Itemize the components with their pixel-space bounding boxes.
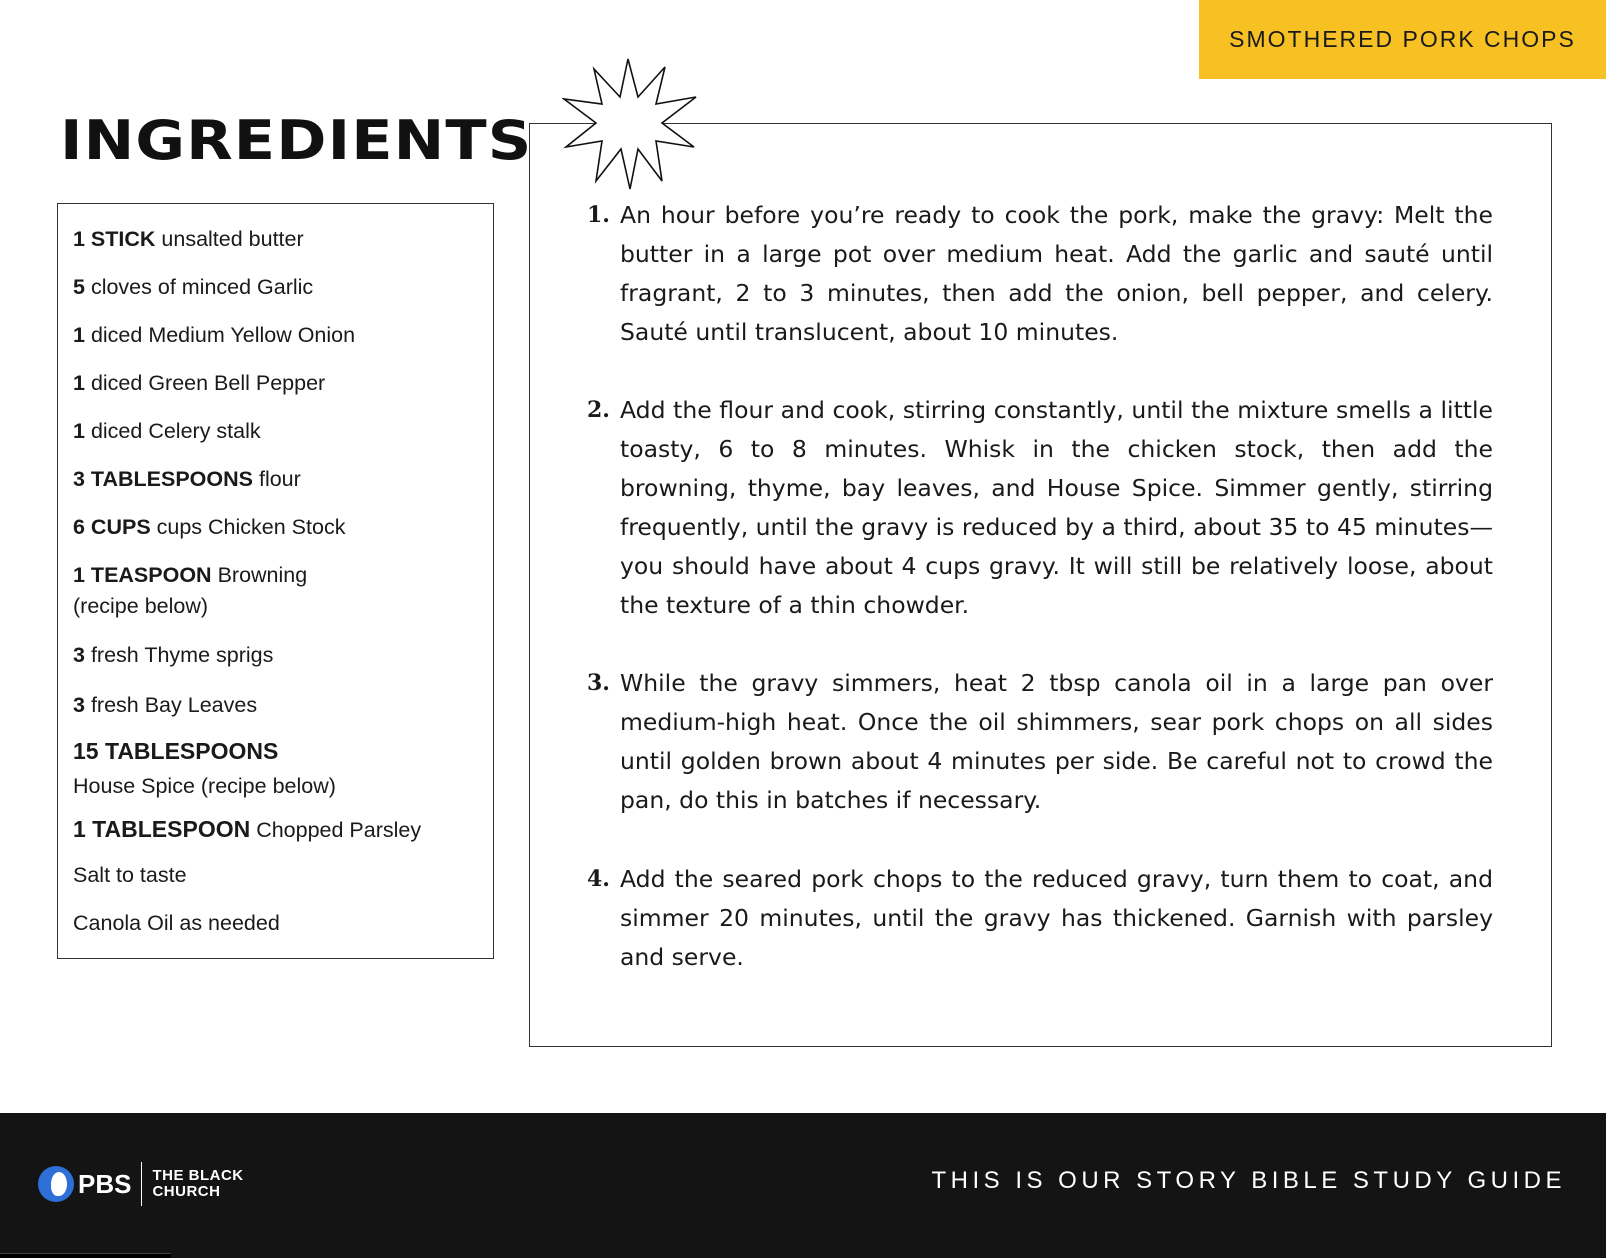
ingredient-item xyxy=(73,224,304,255)
ingredient-text: diced Green Bell Pepper xyxy=(84,371,326,395)
ingredient-item xyxy=(73,860,187,891)
ingredients-heading: INGREDIENTS xyxy=(60,109,533,172)
instruction-step xyxy=(587,391,1493,625)
ingredient-qty: 1 xyxy=(73,323,85,347)
footer xyxy=(0,1113,1606,1258)
instruction-step xyxy=(587,860,1493,977)
ingredient-qty: 1 TABLESPOON xyxy=(73,816,251,842)
ingredient-text: Browning xyxy=(211,563,308,587)
ingredient-text: flour xyxy=(253,467,301,491)
step-number: 2. xyxy=(587,397,610,423)
ingredient-item xyxy=(73,512,345,543)
ingredient-item xyxy=(73,734,336,803)
ingredient-qty: 1 TEASPOON xyxy=(73,563,212,587)
step-text: Add the seared pork chops to the reduced gravy, turn them to coat, and simmer 20 minutes, until the gravy has thickened. Garnish with parsley and serve. xyxy=(620,865,1493,971)
ingredient-text: Chopped Parsley xyxy=(250,818,422,842)
logo-divider xyxy=(141,1162,142,1206)
ingredient-item xyxy=(73,368,325,399)
ingredient-text: unsalted butter xyxy=(155,227,304,251)
pbs-wordmark: PBS xyxy=(78,1168,132,1199)
ingredient-text: Canola Oil as needed xyxy=(73,911,280,935)
ingredient-qty: 3 xyxy=(73,643,85,667)
ingredient-note: (recipe below) xyxy=(73,594,209,618)
step-number: 3. xyxy=(587,670,610,696)
ingredient-text: cloves of minced Garlic xyxy=(84,275,314,299)
ingredient-qty: 3 TABLESPOONS xyxy=(73,467,253,491)
footer-divider xyxy=(0,1253,171,1258)
step-number: 1. xyxy=(587,202,610,228)
ingredient-item xyxy=(73,640,273,671)
instruction-step xyxy=(587,196,1493,352)
church-line-2: CHURCH xyxy=(152,1183,221,1200)
recipe-title: SMOTHERED PORK CHOPS xyxy=(1229,26,1576,52)
star-icon xyxy=(562,57,698,191)
ingredient-item xyxy=(73,320,355,351)
ingredient-text: fresh Bay Leaves xyxy=(84,693,258,717)
ingredient-item xyxy=(73,908,280,939)
ingredient-text: Salt to taste xyxy=(73,863,187,887)
black-church-wordmark xyxy=(152,1168,243,1200)
ingredient-item xyxy=(73,416,261,447)
ingredient-note: House Spice (recipe below) xyxy=(73,774,336,798)
footer-tagline: THIS IS OUR STORY BIBLE STUDY GUIDE xyxy=(931,1167,1566,1194)
title-banner xyxy=(1199,0,1606,79)
pbs-black-church-logo xyxy=(38,1161,244,1207)
ingredient-qty: 15 TABLESPOONS xyxy=(73,738,279,764)
step-text: An hour before you’re ready to cook the pork, make the gravy: Melt the butter in a large pot over medium heat. Add the garlic and sauté until fragrant, 2 to 3 minutes, then add the onion, bell pepper, and celery. Sauté until translucent, about 10 minutes. xyxy=(620,201,1493,346)
church-line-1: THE BLACK xyxy=(152,1167,244,1184)
ingredient-item xyxy=(73,272,313,303)
ingredient-qty: 5 xyxy=(73,275,85,299)
ingredient-qty: 6 CUPS xyxy=(73,515,151,539)
ingredient-qty: 1 xyxy=(73,419,85,443)
step-number: 4. xyxy=(587,866,610,892)
ingredient-item xyxy=(73,690,257,721)
ingredient-item xyxy=(73,814,421,846)
instruction-step xyxy=(587,664,1493,820)
ingredient-qty: 1 xyxy=(73,371,85,395)
ingredient-text: cups Chicken Stock xyxy=(150,515,346,539)
ingredient-qty: 1 STICK xyxy=(73,227,156,251)
ingredient-text: diced Medium Yellow Onion xyxy=(84,323,356,347)
step-text: While the gravy simmers, heat 2 tbsp canola oil in a large pan over medium-high heat. Once the oil shimmers, sear pork chops on all sides until golden brown about 4 minutes per side. Be careful not to crowd the pan, do this in batches if necessary. xyxy=(620,669,1493,814)
ingredient-qty: 3 xyxy=(73,693,85,717)
ingredient-item xyxy=(73,560,307,622)
ingredient-item xyxy=(73,464,301,495)
ingredients-list xyxy=(57,203,494,959)
step-text: Add the flour and cook, stirring constantly, until the mixture smells a little toasty, 6 to 8 minutes. Whisk in the chicken stock, then add the browning, thyme, bay leaves, and House Spice. Simmer gently, stirring frequently, until the gravy is reduced by a third, about 35 to 45 minutes—you should have about 4 cups gravy. It will still be relatively loose, about the texture of a thin chowder. xyxy=(620,396,1493,619)
ingredient-text: fresh Thyme sprigs xyxy=(84,643,274,667)
pbs-head-icon xyxy=(38,1166,74,1202)
ingredient-text: diced Celery stalk xyxy=(84,419,261,443)
